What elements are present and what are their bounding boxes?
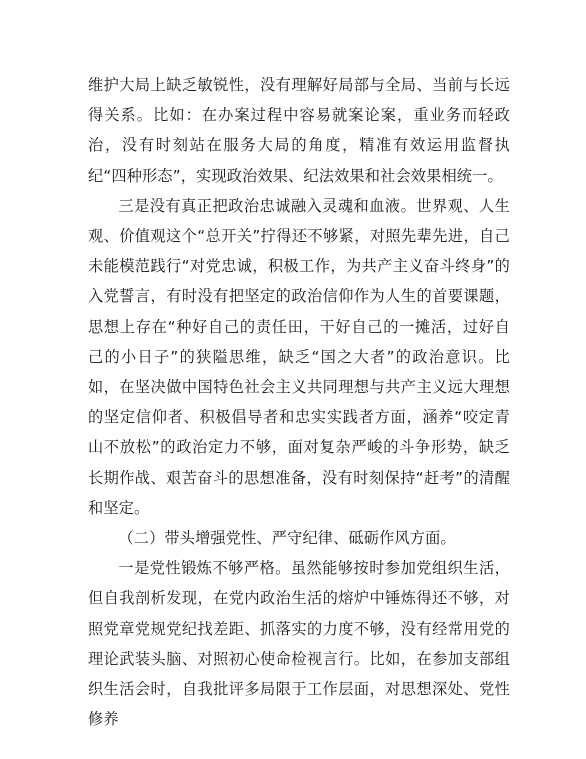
document-body — [88, 70, 510, 734]
section-heading-party-spirit: （二）带头增强党性、严守纪律、砥砺作风方面。 — [118, 529, 456, 548]
paragraph-political-loyalty: 三是没有真正把政治忠诚融入灵魂和血液。世界观、人生观、价值观这个“总开关”拧得还不够紧，对照先辈先进，自己未能模范践行“对党忠诚，积极工作，为共产主义奋斗终身”的入党誓言，有时没有把坚定的政治信仰作为人生的首要课题，思想上存在“种好自己的责任田，干好自己的一摊活，过好自己的小日子”的狭隘思维，缺乏“国之大者”的政治意识。比如，在坚决做中国特色社会主义共同理想与共产主义远大理想的坚定信仰者、积极倡导者和忠实实践者方面，涵养“咬定青山不放松”的政治定力不够，面对复杂严峻的斗争形势，缺乏长期作战、艰苦奋斗的思想准备，没有时刻保持“赶考”的清醒和坚定。 — [88, 196, 510, 517]
paragraph-party-spirit-training: 一是党性锻炼不够严格。虽然能够按时参加党组织生活，但自我剖析发现，在党内政治生活的熔炉中锤炼得还不够，对照党章党规党纪找差距、抓落实的力度不够，没有经常用党的理论武装头脑、对照初心使命检视言行。比如，在参加支部组织生活会时，自我批评多局限于工作层面，对思想深处、党性修养 — [88, 559, 510, 729]
paragraph-continuation: 维护大局上缺乏敏锐性，没有理解好局部与全局、当前与长远得关系。比如：在办案过程中容易就案论案，重业务而轻政治，没有时刻站在服务大局的角度，精准有效运用监督执纪“四种形态”，实现政治效果、纪法效果和社会效果相统一。 — [88, 76, 510, 185]
